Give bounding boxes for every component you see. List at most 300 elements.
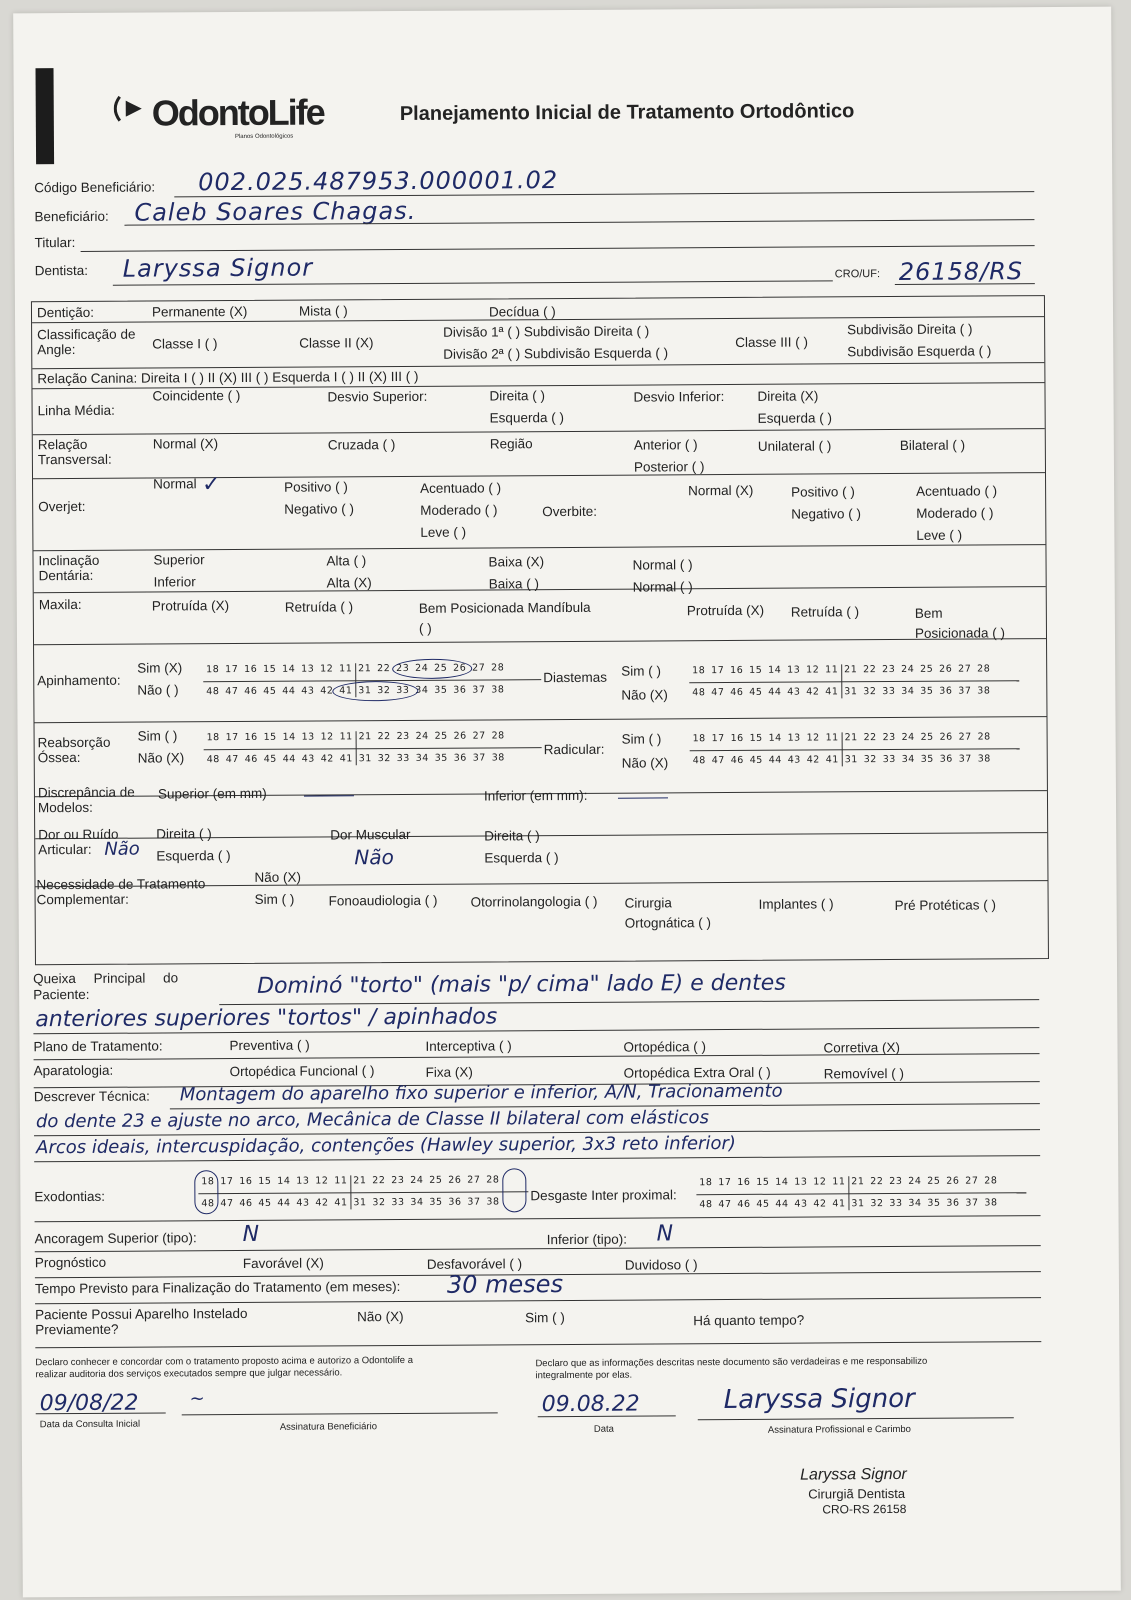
tecnica-line2[interactable]: do dente 23 e ajuste no arco, Mecânica de Classe II bilateral com elásticos — [35, 1107, 709, 1133]
tooth-37[interactable]: 37 — [472, 752, 486, 764]
tooth-23[interactable]: 23 — [396, 730, 410, 743]
inclinacao-baixa-inf[interactable]: Baixa ( ) — [488, 576, 539, 592]
tooth-16[interactable]: 16 — [244, 663, 258, 675]
tooth-34[interactable]: 34 — [410, 1196, 424, 1208]
tooth-13[interactable]: 13 — [301, 731, 315, 743]
tooth-23[interactable]: 23 — [882, 663, 896, 676]
tooth-34[interactable]: 34 — [901, 685, 915, 697]
tooth-37[interactable]: 37 — [958, 753, 972, 765]
tooth-35[interactable]: 35 — [434, 684, 448, 696]
overbite-acentuado[interactable]: Acentuado ( ) — [916, 483, 998, 499]
mandibula-bem-posicionada[interactable]: Posicionada ( ) — [914, 625, 1006, 641]
tooth-27[interactable]: 27 — [472, 730, 486, 742]
tooth-25[interactable]: 25 — [434, 662, 448, 674]
tooth-41[interactable]: 41 — [832, 1198, 846, 1210]
tooth-34[interactable]: 34 — [415, 752, 429, 764]
maxila-label: Maxila: — [38, 596, 82, 613]
tooth-26[interactable]: 26 — [946, 1175, 960, 1187]
tooth-41[interactable]: 41 — [825, 754, 839, 766]
tooth-23[interactable]: 23 — [391, 1175, 405, 1187]
tooth-18[interactable]: 18 — [201, 1176, 215, 1188]
dor-esquerda[interactable]: Esquerda ( ) — [156, 848, 231, 864]
otorrino[interactable]: Otorrinolangologia ( ) — [470, 893, 598, 910]
tooth-46[interactable]: 46 — [737, 1198, 751, 1210]
tooth-12[interactable]: 12 — [320, 663, 334, 675]
inclinacao-alta-inf[interactable]: Alta (X) — [326, 575, 372, 591]
linha-media-coincidente[interactable]: Coincidente ( ) — [152, 387, 241, 404]
tooth-42[interactable]: 42 — [320, 685, 334, 697]
ancoragem-superior-label: Ancoragem Superior (tipo): — [34, 1230, 197, 1247]
tooth-36[interactable]: 36 — [448, 1196, 462, 1208]
reabsorcao-nao[interactable]: Não (X) — [137, 750, 185, 766]
tooth-48[interactable]: 48 — [692, 687, 706, 699]
tooth-35[interactable]: 35 — [434, 752, 448, 764]
tooth-26[interactable]: 26 — [939, 663, 953, 675]
tooth-36[interactable]: 36 — [946, 1197, 960, 1209]
tooth-47[interactable]: 47 — [225, 686, 239, 698]
desvio-sup-esquerda[interactable]: Esquerda ( ) — [489, 410, 564, 426]
tooth-15[interactable]: 15 — [263, 731, 277, 743]
aparelho-previo-tempo: Há quanto tempo? — [693, 1312, 805, 1329]
tooth-48[interactable]: 48 — [201, 1198, 215, 1210]
tecnica-line3[interactable]: Arcos ideais, intercuspidação, contenções (Hawley superior, 3x3 reto inferior) — [36, 1132, 736, 1159]
tooth-35[interactable]: 35 — [920, 685, 934, 697]
plano-preventiva[interactable]: Preventiva ( ) — [229, 1037, 310, 1054]
ancoragem-inferior-value[interactable]: N — [656, 1221, 674, 1247]
tooth-43[interactable]: 43 — [787, 754, 801, 766]
titular-label: Titular: — [34, 234, 76, 251]
tooth-21[interactable]: 21 — [358, 663, 372, 675]
tooth-16[interactable]: 16 — [737, 1176, 751, 1188]
tooth-41[interactable]: 41 — [825, 686, 839, 698]
tooth-12[interactable]: 12 — [806, 664, 820, 676]
overjet-normal[interactable]: Normal — [153, 476, 197, 492]
tooth-36[interactable]: 36 — [453, 752, 467, 764]
maxila-retruida[interactable]: Retruída ( ) — [284, 599, 354, 615]
tooth-22[interactable]: 22 — [377, 663, 391, 675]
tooth-35[interactable]: 35 — [920, 753, 934, 765]
data-label: Data — [593, 1423, 614, 1435]
tooth-26[interactable]: 26 — [939, 731, 953, 743]
tooth-16[interactable]: 16 — [730, 664, 744, 677]
transversal-posterior[interactable]: Posterior ( ) — [633, 459, 705, 475]
tooth-17[interactable]: 17 — [711, 733, 725, 745]
tooth-47[interactable]: 47 — [718, 1199, 732, 1211]
tooth-32[interactable]: 32 — [377, 753, 391, 765]
tooth-46[interactable]: 46 — [730, 754, 744, 766]
beneficiario-value[interactable]: Caleb Soares Chagas. — [134, 196, 417, 227]
tooth-18[interactable]: 18 — [692, 733, 706, 745]
tooth-37[interactable]: 37 — [467, 1196, 481, 1208]
prognostico-duvidoso[interactable]: Duvidoso ( ) — [624, 1257, 698, 1273]
tooth-26[interactable]: 26 — [453, 662, 467, 674]
tooth-36[interactable]: 36 — [939, 685, 953, 697]
tooth-21[interactable]: 21 — [851, 1176, 865, 1188]
tooth-27[interactable]: 27 — [467, 1174, 481, 1186]
transversal-unilateral[interactable]: Unilateral ( ) — [757, 438, 832, 454]
angle-classe2[interactable]: Classe II (X) — [299, 335, 374, 351]
inclinacao-normal-sup[interactable]: Normal ( ) — [632, 557, 693, 573]
tooth-32[interactable]: 32 — [870, 1198, 884, 1210]
pre-proteticas[interactable]: Pré Protéticas ( ) — [894, 897, 996, 914]
tooth-17[interactable]: 17 — [225, 732, 239, 744]
tooth-25[interactable]: 25 — [429, 1174, 443, 1186]
tempo-value[interactable]: 30 meses — [446, 1270, 564, 1299]
overjet-positivo[interactable]: Positivo ( ) — [284, 479, 348, 495]
angle-sub-esquerda[interactable]: Subdivisão Esquerda ( ) — [847, 343, 992, 360]
tooth-43[interactable]: 43 — [296, 1197, 310, 1209]
tooth-42[interactable]: 42 — [320, 753, 334, 765]
tooth-24[interactable]: 24 — [901, 663, 915, 675]
tooth-45[interactable]: 45 — [258, 1197, 272, 1209]
tooth-48[interactable]: 48 — [699, 1199, 713, 1211]
tooth-25[interactable]: 25 — [920, 663, 934, 675]
tooth-24[interactable]: 24 — [415, 662, 429, 674]
tooth-14[interactable]: 14 — [282, 731, 296, 743]
tooth-43[interactable]: 43 — [794, 1198, 808, 1210]
tooth-38[interactable]: 38 — [491, 752, 505, 764]
tooth-33[interactable]: 33 — [882, 753, 896, 766]
tooth-21[interactable]: 21 — [353, 1175, 367, 1187]
tooth-25[interactable]: 25 — [434, 730, 448, 742]
tooth-22[interactable]: 22 — [377, 731, 391, 743]
tooth-42[interactable]: 42 — [806, 686, 820, 698]
tooth-45[interactable]: 45 — [749, 754, 763, 766]
tooth-28[interactable]: 28 — [491, 662, 505, 674]
ancoragem-superior-value[interactable]: N — [242, 1221, 260, 1247]
tooth-11[interactable]: 11 — [339, 663, 353, 675]
tooth-44[interactable]: 44 — [768, 754, 782, 766]
fonoaudiologia[interactable]: Fonoaudiologia ( ) — [328, 892, 438, 909]
queixa-line2[interactable]: anteriores superiores "tortos" / apinhados — [35, 1004, 498, 1033]
tooth-22[interactable]: 22 — [870, 1176, 884, 1188]
tooth-38[interactable]: 38 — [977, 753, 991, 765]
tooth-25[interactable]: 25 — [927, 1175, 941, 1187]
tooth-21[interactable]: 21 — [844, 732, 858, 744]
prognostico-desfavoravel[interactable]: Desfavorável ( ) — [426, 1256, 523, 1272]
tooth-15[interactable]: 15 — [263, 663, 277, 675]
tooth-45[interactable]: 45 — [263, 685, 277, 697]
tooth-43[interactable]: 43 — [787, 686, 801, 698]
tooth-45[interactable]: 45 — [756, 1198, 770, 1210]
tooth-46[interactable]: 46 — [244, 753, 258, 765]
tooth-14[interactable]: 14 — [277, 1175, 291, 1187]
tooth-28[interactable]: 28 — [491, 730, 505, 742]
tooth-37[interactable]: 37 — [472, 684, 486, 696]
tooth-33[interactable]: 33 — [396, 752, 410, 765]
tooth-17[interactable]: 17 — [220, 1176, 234, 1188]
tooth-41[interactable]: 41 — [334, 1197, 348, 1209]
tooth-24[interactable]: 24 — [908, 1175, 922, 1187]
tooth-17[interactable]: 17 — [225, 664, 239, 676]
logo-subtitle: Planos Odontológicos — [234, 133, 294, 141]
tooth-25[interactable]: 25 — [920, 731, 934, 743]
tooth-28[interactable]: 28 — [486, 1174, 500, 1186]
tooth-31[interactable]: 31 — [358, 753, 372, 765]
tooth-27[interactable]: 27 — [958, 731, 972, 743]
tooth-13[interactable]: 13 — [296, 1175, 310, 1187]
tecnica-label: Descrever Técnica: — [33, 1088, 150, 1105]
tooth-23[interactable]: 23 — [396, 662, 410, 675]
angle-classe3[interactable]: Classe III ( ) — [735, 334, 809, 350]
tooth-42[interactable]: 42 — [806, 754, 820, 766]
denticao-decidua[interactable]: Decídua ( ) — [488, 304, 556, 320]
tooth-13[interactable]: 13 — [301, 663, 315, 675]
tooth-33[interactable]: 33 — [391, 1197, 405, 1209]
tooth-15[interactable]: 15 — [749, 664, 763, 676]
overbite-normal[interactable]: Normal (X) — [688, 482, 754, 499]
tooth-38[interactable]: 38 — [977, 685, 991, 697]
tooth-31[interactable]: 31 — [844, 686, 858, 698]
transversal-cruzada[interactable]: Cruzada ( ) — [327, 437, 396, 453]
tooth-48[interactable]: 48 — [206, 754, 220, 766]
tooth-27[interactable]: 27 — [472, 662, 486, 674]
dor-muscular-value[interactable]: Não — [354, 845, 394, 870]
tooth-24[interactable]: 24 — [415, 730, 429, 742]
tooth-31[interactable]: 31 — [844, 754, 858, 766]
tooth-43[interactable]: 43 — [301, 753, 315, 765]
tooth-42[interactable]: 42 — [813, 1198, 827, 1210]
mandibula-protruida[interactable]: Protruída (X) — [686, 602, 765, 619]
tooth-35[interactable]: 35 — [927, 1197, 941, 1209]
tooth-17[interactable]: 17 — [711, 665, 725, 677]
data-value[interactable]: 09.08.22 — [541, 1391, 640, 1418]
dor-muscular-direita[interactable]: Direita ( ) — [484, 828, 540, 844]
tooth-11[interactable]: 11 — [339, 731, 353, 743]
tooth-15[interactable]: 15 — [749, 732, 763, 744]
codigo-value[interactable]: 002.025.487953.000001.02 — [198, 166, 559, 197]
tooth-21[interactable]: 21 — [844, 664, 858, 676]
tooth-12[interactable]: 12 — [806, 732, 820, 744]
tooth-14[interactable]: 14 — [775, 1176, 789, 1188]
mandibula-retruida[interactable]: Retruída ( ) — [790, 604, 860, 620]
tooth-28[interactable]: 28 — [977, 663, 991, 675]
tooth-36[interactable]: 36 — [453, 684, 467, 696]
tooth-44[interactable]: 44 — [775, 1198, 789, 1210]
transversal-normal[interactable]: Normal (X) — [152, 436, 219, 452]
tooth-44[interactable]: 44 — [768, 686, 782, 698]
denticao-label: Dentição: — [36, 304, 95, 321]
plano-corretiva[interactable]: Corretiva (X) — [823, 1039, 901, 1056]
overbite-moderado[interactable]: Moderado ( ) — [916, 505, 994, 521]
tooth-38[interactable]: 38 — [491, 684, 505, 696]
tooth-18[interactable]: 18 — [206, 732, 220, 744]
tooth-46[interactable]: 46 — [239, 1197, 253, 1210]
angle-div2[interactable]: Divisão 2ª ( ) Subdivisão Esquerda ( ) — [443, 345, 669, 362]
overjet-acentuado[interactable]: Acentuado ( ) — [420, 480, 502, 496]
diastemas-sim[interactable]: Sim ( ) — [621, 663, 661, 679]
tooth-36[interactable]: 36 — [939, 753, 953, 765]
tooth-12[interactable]: 12 — [813, 1176, 827, 1188]
radicular-nao[interactable]: Não (X) — [621, 755, 669, 771]
tooth-31[interactable]: 31 — [851, 1198, 865, 1210]
tooth-14[interactable]: 14 — [768, 732, 782, 744]
tooth-23[interactable]: 23 — [889, 1175, 903, 1188]
tecnica-line1[interactable]: Montagem do aparelho fixo superior e inferior, A/N, Tracionamento — [179, 1080, 783, 1106]
tooth-37[interactable]: 37 — [958, 685, 972, 697]
apinhamento-nao[interactable]: Não ( ) — [137, 682, 179, 698]
tooth-15[interactable]: 15 — [756, 1176, 770, 1188]
desvio-inf-direita[interactable]: Direita (X) — [757, 388, 819, 404]
tooth-34[interactable]: 34 — [908, 1197, 922, 1209]
tooth-13[interactable]: 13 — [787, 664, 801, 676]
tooth-15[interactable]: 15 — [258, 1175, 272, 1187]
tooth-12[interactable]: 12 — [315, 1175, 329, 1187]
tooth-18[interactable]: 18 — [699, 1177, 713, 1189]
tooth-22[interactable]: 22 — [372, 1175, 386, 1187]
reabsorcao-sim[interactable]: Sim ( ) — [137, 728, 178, 744]
desvio-inf-esquerda[interactable]: Esquerda ( ) — [757, 410, 833, 426]
overjet-negativo[interactable]: Negativo ( ) — [284, 501, 355, 517]
tooth-27[interactable]: 27 — [958, 663, 972, 675]
tooth-35[interactable]: 35 — [429, 1196, 443, 1208]
relacao-canina[interactable]: Relação Canina: Direita I ( ) II (X) III ( ) Esquerda I ( ) II (X) III ( ) — [37, 368, 419, 387]
tooth-32[interactable]: 32 — [372, 1197, 386, 1209]
tooth-38[interactable]: 38 — [984, 1197, 998, 1209]
aparatologia-funcional[interactable]: Ortopédica Funcional ( ) — [229, 1063, 375, 1080]
tooth-16[interactable]: 16 — [239, 1175, 253, 1188]
assinatura-profissional-value[interactable]: Laryssa Signor — [723, 1383, 915, 1416]
denticao-mista[interactable]: Mista ( ) — [298, 303, 348, 319]
tooth-24[interactable]: 24 — [410, 1174, 424, 1186]
tooth-13[interactable]: 13 — [794, 1176, 808, 1188]
tooth-32[interactable]: 32 — [377, 685, 391, 697]
tooth-32[interactable]: 32 — [863, 754, 877, 766]
aparelho-previo-nao[interactable]: Não (X) — [357, 1309, 404, 1325]
tooth-28[interactable]: 28 — [977, 731, 991, 743]
tooth-41[interactable]: 41 — [339, 753, 353, 765]
plano-ortopedica[interactable]: Ortopédica ( ) — [623, 1039, 707, 1055]
tooth-44[interactable]: 44 — [277, 1197, 291, 1209]
tooth-33[interactable]: 33 — [396, 684, 410, 697]
desvio-superior-label: Desvio Superior: — [327, 388, 428, 405]
tooth-32[interactable]: 32 — [863, 686, 877, 698]
overbite-leve[interactable]: Leve ( ) — [916, 527, 963, 543]
tooth-14[interactable]: 14 — [282, 663, 296, 675]
dentista-value[interactable]: Laryssa Signor — [122, 253, 314, 283]
tooth-48[interactable]: 48 — [206, 686, 220, 698]
tooth-47[interactable]: 47 — [220, 1198, 234, 1210]
cirurgia-ortognatica[interactable]: Ortognática ( ) — [624, 915, 712, 931]
implantes[interactable]: Implantes ( ) — [758, 896, 834, 912]
diastemas-nao[interactable]: Não (X) — [621, 687, 668, 703]
tooth-12[interactable]: 12 — [320, 731, 334, 743]
tooth-47[interactable]: 47 — [225, 754, 239, 766]
overjet-moderado[interactable]: Moderado ( ) — [420, 502, 498, 518]
overbite-negativo[interactable]: Negativo ( ) — [791, 506, 862, 522]
tooth-43[interactable]: 43 — [301, 685, 315, 697]
tooth-34[interactable]: 34 — [415, 684, 429, 696]
tooth-17[interactable]: 17 — [718, 1177, 732, 1189]
tooth-24[interactable]: 24 — [901, 731, 915, 743]
tooth-26[interactable]: 26 — [453, 730, 467, 742]
cro-value[interactable]: 26158/RS — [898, 257, 1024, 286]
tooth-34[interactable]: 34 — [901, 753, 915, 765]
tooth-33[interactable]: 33 — [889, 1197, 903, 1210]
tooth-47[interactable]: 47 — [711, 755, 725, 767]
denticao-permanente[interactable]: Permanente (X) — [151, 303, 248, 320]
aparatologia-fixa[interactable]: Fixa (X) — [425, 1064, 473, 1080]
inclinacao-alta-sup[interactable]: Alta ( ) — [326, 553, 367, 569]
tooth-38[interactable]: 38 — [486, 1196, 500, 1208]
tooth-26[interactable]: 26 — [448, 1174, 462, 1186]
inclinacao-baixa-sup[interactable]: Baixa (X) — [488, 554, 545, 570]
declaracao-dir-1: Declaro que as informações descritas neste documento são verdadeiras e me responsabilizo — [535, 1355, 928, 1370]
cirurgia-label: Cirurgia — [624, 895, 672, 911]
tooth-44[interactable]: 44 — [282, 685, 296, 697]
desvio-sup-direita[interactable]: Direita ( ) — [489, 388, 546, 404]
tooth-42[interactable]: 42 — [315, 1197, 329, 1209]
tooth-41[interactable]: 41 — [339, 685, 353, 697]
transversal-bilateral[interactable]: Bilateral ( ) — [899, 437, 966, 453]
tooth-14[interactable]: 14 — [768, 664, 782, 676]
tooth-28[interactable]: 28 — [984, 1175, 998, 1187]
tooth-21[interactable]: 21 — [358, 731, 372, 743]
tooth-45[interactable]: 45 — [263, 753, 277, 765]
tooth-48[interactable]: 48 — [692, 755, 706, 767]
data-consulta-value[interactable]: 09/08/22 — [39, 1390, 139, 1417]
tooth-37[interactable]: 37 — [965, 1197, 979, 1209]
necessidade-nao[interactable]: Não (X) — [254, 869, 302, 885]
aparatologia-removivel[interactable]: Removível ( ) — [823, 1065, 904, 1082]
necessidade-sim[interactable]: Sim ( ) — [254, 891, 295, 907]
overjet-leve[interactable]: Leve ( ) — [420, 524, 467, 540]
tooth-47[interactable]: 47 — [711, 687, 725, 699]
tooth-11[interactable]: 11 — [832, 1176, 846, 1188]
aparelho-previo-sim[interactable]: Sim ( ) — [525, 1310, 565, 1326]
tooth-16[interactable]: 16 — [244, 731, 258, 743]
tooth-33[interactable]: 33 — [882, 685, 896, 698]
angle-classe1[interactable]: Classe I ( ) — [152, 336, 218, 352]
prognostico-favoravel[interactable]: Favorável (X) — [242, 1255, 324, 1271]
overbite-positivo[interactable]: Positivo ( ) — [791, 484, 855, 500]
dor-muscular-esquerda[interactable]: Esquerda ( ) — [484, 850, 559, 866]
plano-interceptiva[interactable]: Interceptiva ( ) — [425, 1038, 512, 1054]
tooth-13[interactable]: 13 — [787, 732, 801, 744]
tooth-46[interactable]: 46 — [730, 686, 744, 699]
queixa-line1[interactable]: Dominó "torto" (mais "p/ cima" lado E) e dentes — [257, 970, 786, 999]
tooth-31[interactable]: 31 — [353, 1197, 367, 1209]
dor-value[interactable]: Não — [104, 838, 140, 860]
radicular-sim[interactable]: Sim ( ) — [621, 731, 662, 747]
maxila-bem-posicionada[interactable]: ( ) — [418, 620, 432, 636]
desvio-inferior-label: Desvio Inferior: — [633, 389, 725, 405]
tooth-45[interactable]: 45 — [749, 686, 763, 698]
transversal-anterior[interactable]: Anterior ( ) — [633, 437, 698, 453]
tooth-46[interactable]: 46 — [244, 685, 258, 697]
tooth-27[interactable]: 27 — [965, 1175, 979, 1187]
angle-sub-direita[interactable]: Subdivisão Direita ( ) — [847, 321, 973, 338]
tooth-11[interactable]: 11 — [825, 664, 839, 676]
queixa-label: Queixa Principal do Paciente: — [33, 970, 179, 1003]
angle-div1[interactable]: Divisão 1ª ( ) Subdivisão Direita ( ) — [443, 323, 650, 340]
tooth-44[interactable]: 44 — [282, 753, 296, 765]
tooth-22[interactable]: 22 — [863, 732, 877, 744]
tooth-11[interactable]: 11 — [334, 1175, 348, 1187]
apinhamento-sim[interactable]: Sim (X) — [137, 660, 183, 676]
tooth-18[interactable]: 18 — [206, 664, 220, 676]
dor-direita[interactable]: Direita ( ) — [156, 826, 212, 842]
tooth-16[interactable]: 16 — [730, 732, 744, 744]
tooth-22[interactable]: 22 — [863, 664, 877, 676]
inclinacao-normal-inf[interactable]: Normal ( ) — [632, 579, 693, 595]
tooth-11[interactable]: 11 — [825, 732, 839, 744]
tooth-23[interactable]: 23 — [882, 731, 896, 744]
maxila-protruida[interactable]: Protruída (X) — [151, 598, 230, 614]
aparatologia-extra-oral[interactable]: Ortopédica Extra Oral ( ) — [623, 1064, 771, 1081]
tooth-18[interactable]: 18 — [692, 665, 706, 677]
tooth-31[interactable]: 31 — [358, 685, 372, 697]
